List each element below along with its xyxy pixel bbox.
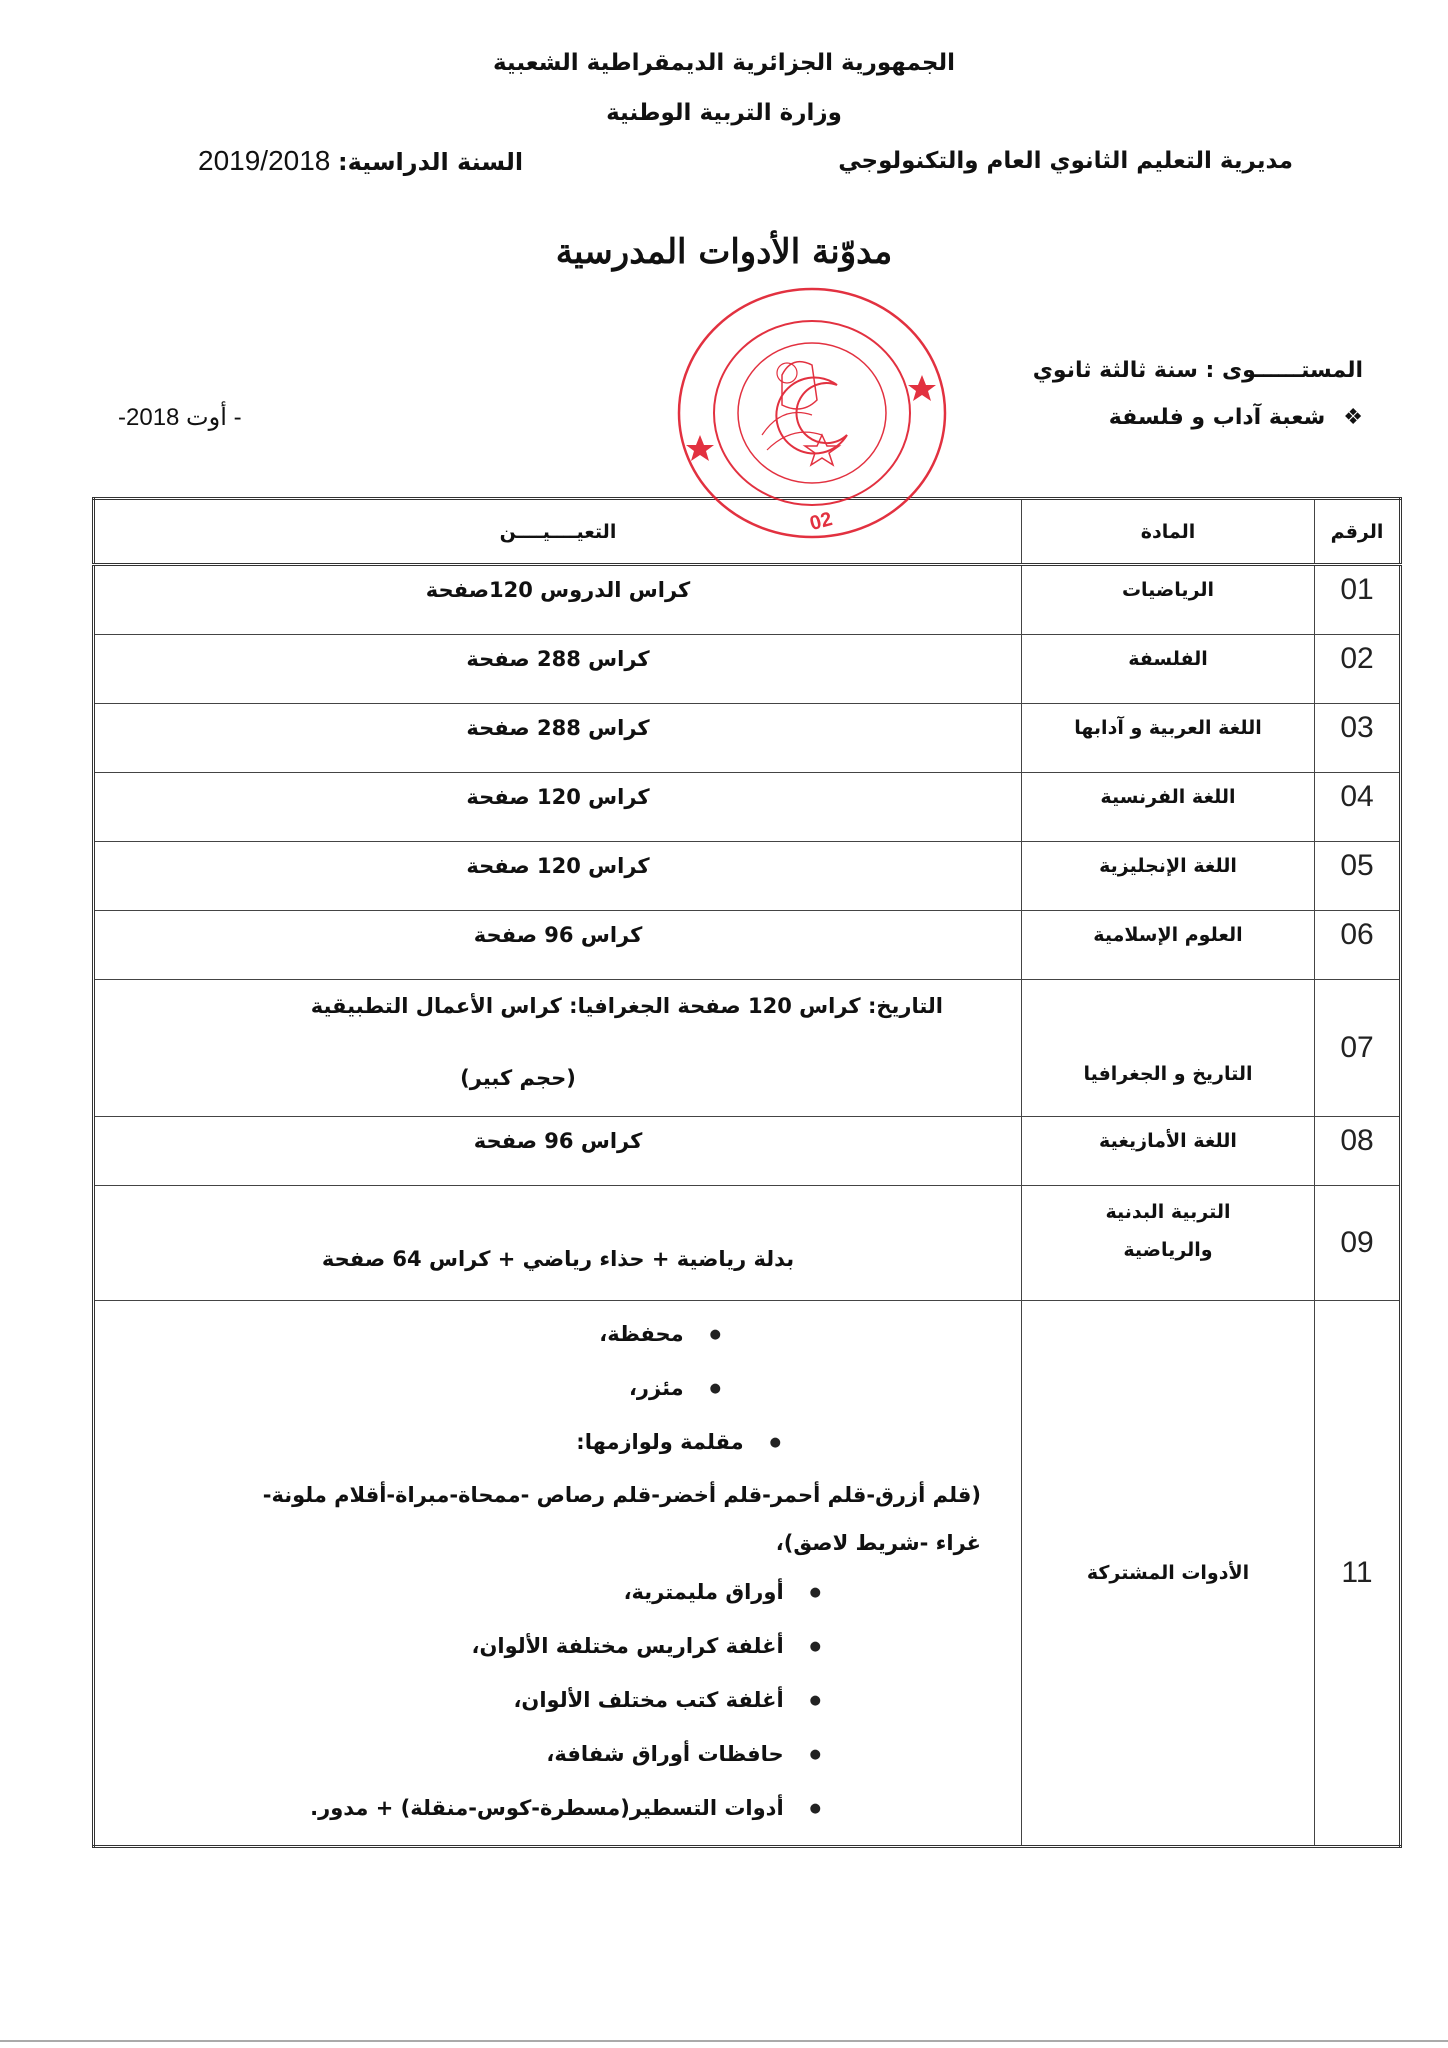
row-designation: كراس 96 صفحة — [94, 911, 1022, 980]
row-number: 09 — [1315, 1186, 1401, 1301]
school-year — [198, 145, 523, 177]
list-item: ● أغلفة كتب مختلف الألوان، — [115, 1675, 981, 1729]
row-subject: اللغة الفرنسية — [1022, 773, 1315, 842]
list-item: ● حافظات أوراق شفافة، — [115, 1729, 981, 1783]
document-date: - أوت 2018- — [118, 404, 242, 431]
row-subject — [1022, 1186, 1315, 1301]
branch-line — [1109, 405, 1363, 430]
diamond-bullet-icon: ❖ — [1343, 405, 1363, 430]
sun-emblem-icon — [777, 363, 797, 383]
row-number: 03 — [1315, 704, 1401, 773]
row-subject: التاريخ و الجغرافيا — [1022, 980, 1315, 1117]
list-item: ● مئزر، — [115, 1363, 981, 1417]
star-icon — [908, 375, 936, 401]
subject-line-1: التربية البدنية — [1105, 1201, 1231, 1223]
header-number: الرقم — [1315, 499, 1401, 565]
row-number: 02 — [1315, 635, 1401, 704]
row-designation — [94, 980, 1022, 1117]
seal-inner-ring — [714, 321, 910, 505]
republic-heading: الجمهورية الجزائرية الديمقراطية الشعبية — [492, 50, 956, 76]
table-row — [94, 842, 1401, 911]
row-number: 04 — [1315, 773, 1401, 842]
row-number: 05 — [1315, 842, 1401, 911]
list-item: ● محفظة، — [115, 1309, 981, 1363]
row-subject: اللغة الأمازيغية — [1022, 1117, 1315, 1186]
header-designation: التعيــــيــــن — [94, 499, 1022, 565]
row-designation: كراس 96 صفحة — [94, 1117, 1022, 1186]
row-subject: الأدوات المشتركة — [1022, 1301, 1315, 1847]
row-subject: الرياضيات — [1022, 565, 1315, 635]
row-subject: العلوم الإسلامية — [1022, 911, 1315, 980]
row-designation: كراس 288 صفحة — [94, 635, 1022, 704]
table-row — [94, 1186, 1401, 1301]
row-number: 07 — [1315, 980, 1401, 1117]
list-item-continuation: غراء -شريط لاصق)، — [775, 1531, 981, 1555]
seal-number: 02 — [807, 508, 835, 536]
subject-line-2: والرياضية — [1123, 1239, 1213, 1261]
table-row — [94, 1301, 1401, 1847]
star-icon — [805, 435, 839, 465]
level-line: المستــــــوى : سنة ثالثة ثانوي — [1032, 358, 1363, 383]
star-icon — [686, 435, 714, 461]
table-header-row — [94, 499, 1401, 565]
document-title: مدوّنة الأدوات المدرسية — [555, 232, 893, 272]
row-subject: اللغة العربية و آدابها — [1022, 704, 1315, 773]
school-year-label: السنة الدراسية: — [338, 148, 524, 176]
header-subject: المادة — [1022, 499, 1315, 565]
designation-line-1: التاريخ: كراس 120 صفحة الجغرافيا: كراس الأعمال التطبيقية — [310, 994, 943, 1018]
row-subject: الفلسفة — [1022, 635, 1315, 704]
common-tools-cell — [94, 1301, 1022, 1847]
crescent-icon — [776, 378, 847, 454]
list-item-continuation: (قلم أزرق-قلم أحمر-قلم أخضر-قلم رصاص -ممحاة-مبراة-أقلام ملونة- — [262, 1483, 981, 1507]
table-row — [94, 704, 1401, 773]
supplies-table — [92, 497, 1402, 1848]
table-row — [94, 635, 1401, 704]
row-designation: كراس 288 صفحة — [94, 704, 1022, 773]
table-row — [94, 565, 1401, 635]
table-row — [94, 773, 1401, 842]
row-number: 01 — [1315, 565, 1401, 635]
common-tools-list — [95, 1301, 1021, 1845]
directorate-heading: مديرية التعليم الثانوي العام والتكنولوجي — [838, 148, 1293, 174]
list-item: ● أدوات التسطير(مسطرة-كوس-منقلة) + مدور. — [115, 1783, 981, 1837]
list-item: ● أغلفة كراريس مختلفة الألوان، — [115, 1621, 981, 1675]
table-row — [94, 911, 1401, 980]
table-row — [94, 1117, 1401, 1186]
scan-edge-line — [0, 2040, 1448, 2042]
hand-emblem-icon — [782, 362, 817, 409]
branch-text: شعبة آداب و فلسفة — [1108, 405, 1326, 430]
row-subject: اللغة الإنجليزية — [1022, 842, 1315, 911]
school-year-value: 2019/2018 — [198, 145, 331, 176]
row-number: 08 — [1315, 1117, 1401, 1186]
row-number: 11 — [1315, 1301, 1401, 1847]
list-item: ● مقلمة ولوازمها: — [115, 1417, 981, 1471]
row-designation: كراس الدروس 120صفحة — [94, 565, 1022, 635]
designation-line-2: (حجم كبير) — [460, 1066, 576, 1090]
ministry-heading: وزارة التربية الوطنية — [606, 100, 842, 126]
seal-core-ring — [738, 343, 886, 483]
table-row — [94, 980, 1401, 1117]
row-designation: كراس 120 صفحة — [94, 773, 1022, 842]
row-number: 06 — [1315, 911, 1401, 980]
row-designation: كراس 120 صفحة — [94, 842, 1022, 911]
row-designation: بدلة رياضية + حذاء رياضي + كراس 64 صفحة — [94, 1186, 1022, 1301]
list-item: ● أوراق مليمترية، — [115, 1567, 981, 1621]
